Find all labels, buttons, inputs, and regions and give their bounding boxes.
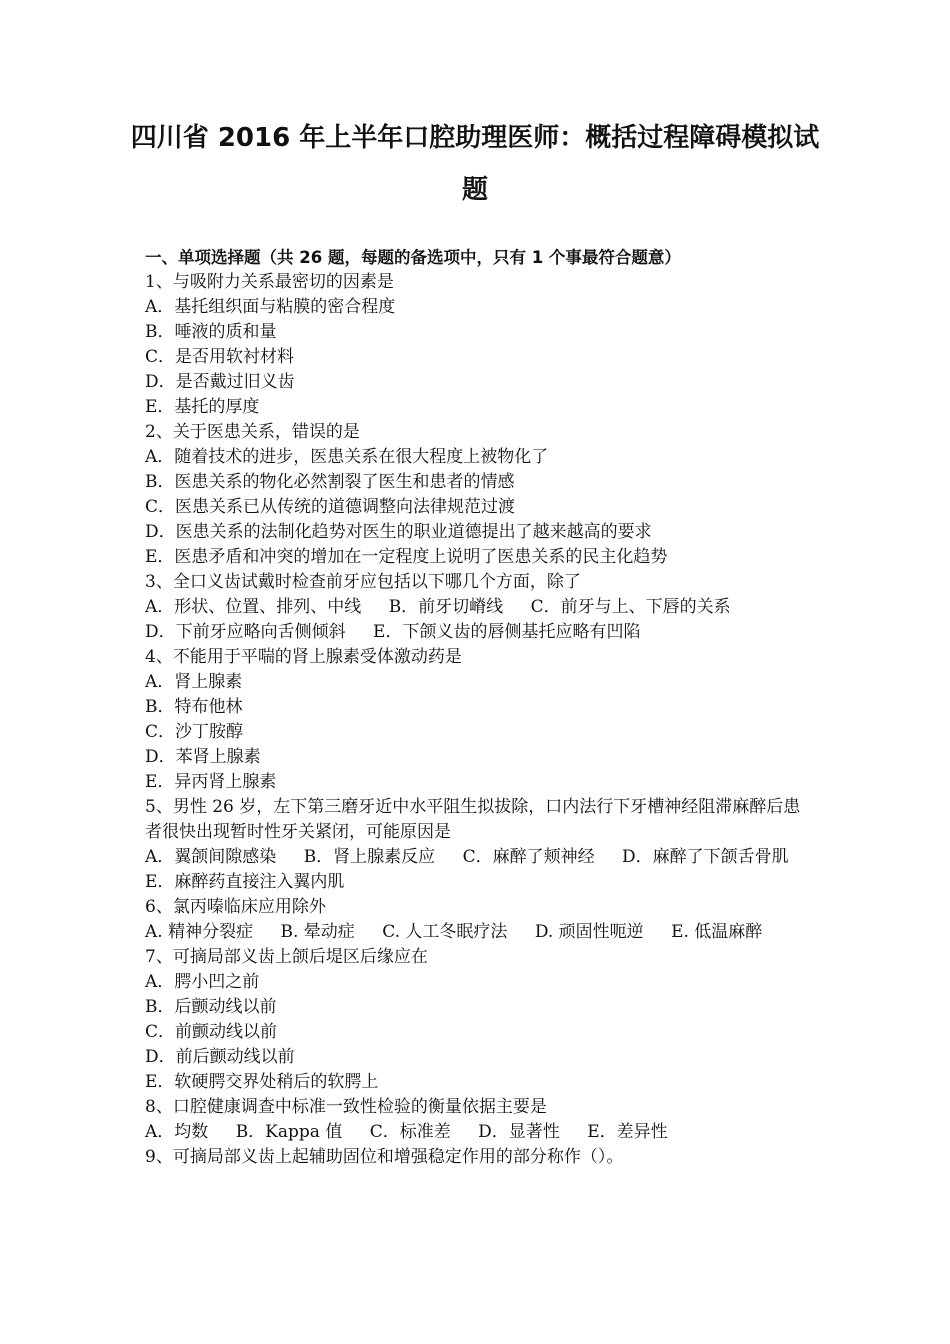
question-3-option-a: A．形状、位置、排列、中线: [145, 597, 362, 617]
question-2-option-c: C．医患关系已从传统的道德调整向法律规范过渡: [145, 497, 516, 517]
question-8-option-d: D．显著性: [478, 1122, 560, 1142]
question-7-option-a: A．腭小凹之前: [145, 972, 260, 992]
question-2-option-a: A．随着技术的进步，医患关系在很大程度上被物化了: [145, 447, 549, 467]
question-4-option-c: C．沙丁胺醇: [145, 722, 244, 742]
question-3-options-row-2: [145, 620, 815, 645]
question-5-option-e: E．麻醉药直接注入翼内肌: [145, 872, 345, 892]
question-6-option-a: A. 精神分裂症: [145, 922, 254, 942]
question-4-option-a: A．肾上腺素: [145, 672, 243, 692]
question-2-option-d: D．医患关系的法制化趋势对医生的职业道德提出了越来越高的要求: [145, 522, 652, 542]
question-2-option-b: B．医患关系的物化必然割裂了医生和患者的情感: [145, 472, 515, 492]
question-8-option-c: C．标准差: [369, 1122, 451, 1142]
question-7-stem: 7、可摘局部义齿上颌后堤区后缘应在: [145, 947, 428, 967]
question-8-option-e: E．差异性: [587, 1122, 668, 1142]
question-5-stem: 5、男性 26 岁，左下第三磨牙近中水平阻生拟拔除，口内法行下牙槽神经阻滞麻醉后患者很快出现暂时性牙关紧闭，可能原因是: [145, 797, 801, 842]
question-5-options: [145, 845, 815, 895]
question-8-option-a: A．均数: [145, 1122, 209, 1142]
question-5-option-b: B．肾上腺素反应: [303, 847, 436, 867]
question-8-stem: 8、口腔健康调查中标准一致性检验的衡量依据主要是: [145, 1097, 547, 1117]
question-4-stem: 4、不能用于平喘的肾上腺素受体激动药是: [145, 647, 462, 667]
question-7-option-e: E．软硬腭交界处稍后的软腭上: [145, 1072, 379, 1092]
question-1-option-b: B．唾液的质和量: [145, 322, 277, 342]
question-3-option-c: C．前牙与上、下唇的关系: [530, 597, 731, 617]
question-1-stem: 1、与吸附力关系最密切的因素是: [145, 272, 394, 292]
question-4-option-d: D．苯肾上腺素: [145, 747, 261, 767]
question-8-options: [145, 1120, 815, 1145]
question-9-stem: 9、可摘局部义齿上起辅助固位和增强稳定作用的部分称作（）。: [145, 1147, 624, 1167]
question-1-option-d: D．是否戴过旧义齿: [145, 372, 295, 392]
question-3-options-row-1: [145, 595, 815, 620]
section-heading: 一、单项选择题（共 26 题，每题的备选项中，只有 1 个事最符合题意）: [145, 248, 681, 267]
question-2-option-e: E．医患矛盾和冲突的增加在一定程度上说明了医患关系的民主化趋势: [145, 547, 668, 567]
question-5-option-a: A．翼颌间隙感染: [145, 847, 277, 867]
question-7-option-c: C．前颤动线以前: [145, 1022, 278, 1042]
title-line-1: 四川省 2016 年上半年口腔助理医师：概括过程障碍模拟试: [130, 123, 820, 153]
question-3-option-e: E．下颌义齿的唇侧基托应略有凹陷: [373, 622, 641, 642]
question-3-stem: 3、全口义齿试戴时检查前牙应包括以下哪几个方面，除了: [145, 572, 581, 592]
question-4-option-e: E．异丙肾上腺素: [145, 772, 277, 792]
document-body: [145, 245, 815, 1170]
question-6-option-c: C. 人工冬眠疗法: [382, 922, 508, 942]
question-4-option-b: B．特布他林: [145, 697, 243, 717]
question-2-stem: 2、关于医患关系，错误的是: [145, 422, 360, 442]
question-8-option-b: B．Kappa 值: [235, 1122, 343, 1142]
question-5-option-d: D．麻醉了下颌舌骨肌: [622, 847, 789, 867]
question-3-option-d: D．下前牙应略向舌侧倾斜: [145, 622, 346, 642]
question-6-stem: 6、氯丙嗪临床应用除外: [145, 897, 326, 917]
question-6-options: [145, 920, 815, 945]
question-5-option-c: C．麻醉了颊神经: [462, 847, 595, 867]
question-6-option-e: E. 低温麻醉: [671, 922, 763, 942]
question-6-option-b: B. 晕动症: [280, 922, 355, 942]
question-1-option-a: A．基托组织面与粘膜的密合程度: [145, 297, 396, 317]
title-line-2: 题: [461, 175, 488, 205]
question-6-option-d: D. 顽固性呃逆: [534, 922, 644, 942]
question-1-option-c: C．是否用软衬材料: [145, 347, 295, 367]
document-title: [130, 112, 820, 216]
question-3-option-b: B．前牙切嵴线: [388, 597, 504, 617]
question-1-option-e: E．基托的厚度: [145, 397, 260, 417]
question-7-option-d: D．前后颤动线以前: [145, 1047, 295, 1067]
question-7-option-b: B．后颤动线以前: [145, 997, 277, 1017]
